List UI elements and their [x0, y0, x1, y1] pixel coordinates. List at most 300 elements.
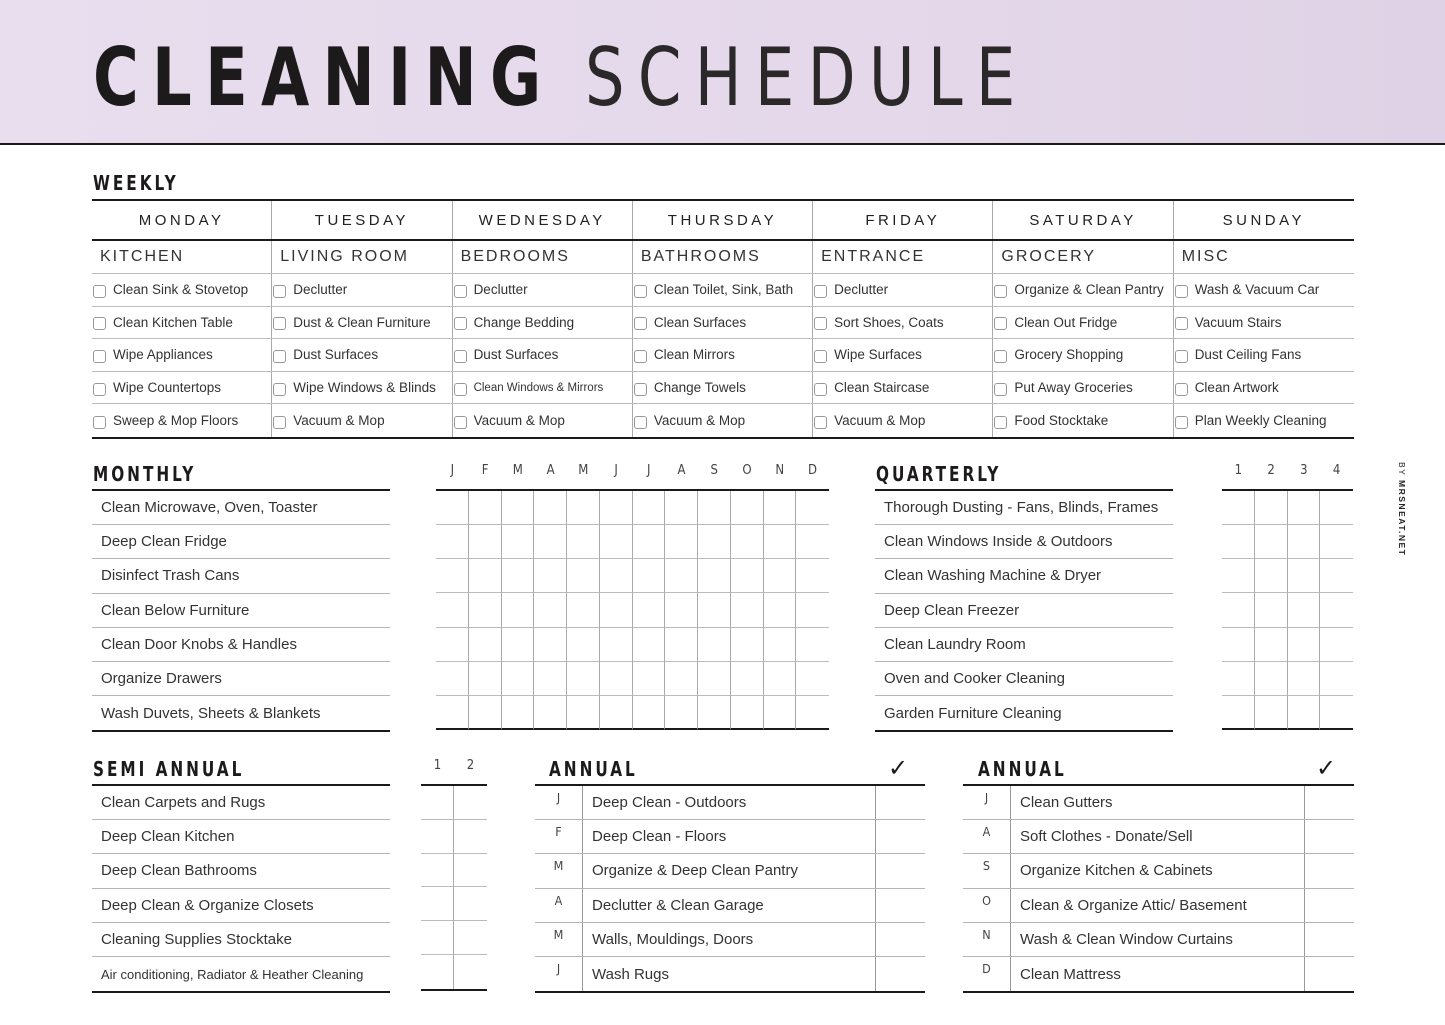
semi-annual-title: SEMI ANNUAL: [93, 757, 245, 781]
check-cell[interactable]: [567, 628, 600, 662]
check-cell[interactable]: [1255, 491, 1288, 525]
check-cell[interactable]: [665, 525, 698, 559]
check-cell[interactable]: [731, 662, 764, 696]
checkbox-icon[interactable]: [454, 416, 467, 429]
check-cell[interactable]: [1305, 889, 1354, 922]
task-row: Thorough Dusting - Fans, Blinds, Frames: [875, 491, 1173, 525]
checkbox-icon[interactable]: [1175, 383, 1188, 396]
task-row: Deep Clean Kitchen: [92, 820, 390, 854]
weekly-task-item[interactable]: [993, 307, 1173, 339]
check-cell[interactable]: [1288, 593, 1321, 627]
check-cell[interactable]: [1222, 662, 1255, 696]
checkbox-icon[interactable]: [273, 416, 286, 429]
check-cell[interactable]: [534, 525, 567, 559]
checkbox-icon[interactable]: [814, 350, 827, 363]
weekly-task-item[interactable]: [993, 339, 1173, 371]
check-cell[interactable]: [633, 662, 666, 696]
check-cell[interactable]: [1222, 559, 1255, 593]
checkbox-icon[interactable]: [634, 285, 647, 298]
check-cell[interactable]: [436, 593, 469, 627]
check-cell[interactable]: [633, 491, 666, 525]
annual-row: [535, 957, 925, 991]
check-cell[interactable]: [567, 491, 600, 525]
checkbox-icon[interactable]: [273, 350, 286, 363]
check-cell[interactable]: [764, 628, 797, 662]
period-label: M: [578, 463, 589, 478]
task-label: Vacuum Stairs: [1194, 314, 1282, 330]
check-cell[interactable]: [502, 559, 535, 593]
weekly-task-item[interactable]: [1174, 404, 1354, 437]
task-row: Clean Below Furniture: [92, 594, 390, 628]
check-cell[interactable]: [534, 696, 567, 730]
check-cell[interactable]: [1320, 662, 1353, 696]
month-label: M: [535, 854, 583, 887]
check-cell[interactable]: [1288, 662, 1321, 696]
weekly-task-item[interactable]: [272, 307, 452, 339]
check-cell[interactable]: [469, 559, 502, 593]
check-cell[interactable]: [1320, 559, 1353, 593]
checkbox-icon[interactable]: [814, 416, 827, 429]
checkbox-icon[interactable]: [454, 383, 467, 396]
check-cell[interactable]: [796, 628, 829, 662]
check-cell[interactable]: [633, 696, 666, 730]
task-label: Clean Sink & Stovetop: [113, 282, 249, 298]
semi-annual-check-grid: [421, 784, 487, 991]
check-cell[interactable]: [454, 854, 487, 888]
quarterly-labels: [1222, 463, 1353, 478]
check-cell[interactable]: [876, 854, 925, 887]
task-label: Walls, Mouldings, Doors: [583, 923, 876, 956]
task-label: Vacuum & Mop: [834, 413, 926, 429]
check-cell[interactable]: [665, 593, 698, 627]
annual-row: [963, 923, 1354, 957]
check-cell[interactable]: [796, 696, 829, 730]
check-cell[interactable]: [698, 593, 731, 627]
weekly-task-item[interactable]: [92, 404, 272, 437]
checkbox-icon[interactable]: [634, 350, 647, 363]
task-row: Organize Drawers: [92, 662, 390, 696]
check-cell[interactable]: [764, 525, 797, 559]
annual-row: [963, 854, 1354, 888]
check-cell[interactable]: [502, 628, 535, 662]
room-label: GROCERY: [993, 241, 1173, 273]
weekly-task-item[interactable]: [1174, 274, 1354, 306]
period-label: 4: [1332, 463, 1341, 478]
check-cell[interactable]: [600, 662, 633, 696]
check-cell[interactable]: [421, 786, 454, 820]
task-label: Change Towels: [653, 380, 746, 396]
checkbox-icon[interactable]: [994, 285, 1007, 298]
checkbox-icon[interactable]: [634, 416, 647, 429]
check-cell[interactable]: [633, 628, 666, 662]
room-label: BATHROOMS: [633, 241, 813, 273]
weekly-table: [92, 199, 1354, 439]
check-cell[interactable]: [665, 696, 698, 730]
semi-annual-labels: [421, 758, 487, 773]
check-cell[interactable]: [1255, 525, 1288, 559]
monthly-check-grid: [436, 489, 829, 730]
check-cell[interactable]: [796, 662, 829, 696]
check-cell[interactable]: [1320, 628, 1353, 662]
month-label: J: [535, 957, 583, 991]
weekly-task-row: [92, 372, 1354, 405]
period-label: 1: [433, 758, 442, 773]
check-cell[interactable]: [731, 628, 764, 662]
check-cell[interactable]: [698, 559, 731, 593]
check-cell[interactable]: [1288, 525, 1321, 559]
check-cell[interactable]: [436, 662, 469, 696]
weekly-task-item[interactable]: [1174, 372, 1354, 404]
checkbox-icon[interactable]: [634, 317, 647, 330]
weekly-task-item[interactable]: [993, 404, 1173, 437]
check-cell[interactable]: [436, 491, 469, 525]
check-cell[interactable]: [1222, 628, 1255, 662]
check-cell[interactable]: [698, 525, 731, 559]
period-label: S: [710, 463, 718, 478]
month-label: F: [535, 820, 583, 853]
check-cell[interactable]: [534, 662, 567, 696]
task-label: Clean Surfaces: [653, 314, 747, 330]
task-label: Put Away Groceries: [1014, 380, 1133, 396]
annual-title-2: ANNUAL: [978, 757, 1067, 781]
check-cell[interactable]: [731, 559, 764, 593]
check-cell[interactable]: [665, 559, 698, 593]
task-label: Clean Windows & Mirrors: [473, 381, 604, 394]
task-row: Cleaning Supplies Stocktake: [92, 923, 390, 957]
check-cell[interactable]: [436, 559, 469, 593]
period-label: 2: [1267, 463, 1275, 478]
check-cell[interactable]: [454, 887, 487, 921]
check-cell[interactable]: [633, 593, 666, 627]
checkbox-icon[interactable]: [273, 383, 286, 396]
check-cell[interactable]: [1305, 957, 1354, 991]
room-label: BEDROOMS: [453, 241, 633, 273]
check-cell[interactable]: [764, 593, 797, 627]
check-cell[interactable]: [1320, 593, 1353, 627]
check-cell[interactable]: [796, 525, 829, 559]
task-row: Deep Clean Freezer: [875, 594, 1173, 628]
weekly-task-item[interactable]: [453, 274, 633, 306]
checkbox-icon[interactable]: [814, 383, 827, 396]
day-header: MONDAY: [92, 201, 272, 239]
period-label: 2: [466, 758, 475, 773]
weekly-task-item[interactable]: [453, 372, 633, 404]
weekly-task-item[interactable]: [813, 372, 993, 404]
weekly-task-item[interactable]: [272, 274, 452, 306]
weekly-task-item[interactable]: [272, 372, 452, 404]
task-label: Dust Surfaces: [293, 347, 379, 363]
month-label: O: [963, 889, 1011, 922]
month-label: D: [963, 957, 1011, 991]
monthly-task-list: [92, 489, 390, 732]
weekly-task-row: [92, 307, 1354, 340]
check-cell[interactable]: [731, 696, 764, 730]
check-cell[interactable]: [502, 696, 535, 730]
check-cell[interactable]: [436, 628, 469, 662]
check-cell[interactable]: [1320, 525, 1353, 559]
checkbox-icon[interactable]: [1175, 285, 1188, 298]
checkbox-icon[interactable]: [1175, 416, 1188, 429]
check-cell[interactable]: [469, 628, 502, 662]
weekly-task-item[interactable]: [453, 404, 633, 437]
checkbox-icon[interactable]: [1175, 317, 1188, 330]
weekly-task-item[interactable]: [272, 404, 452, 437]
check-cell[interactable]: [534, 593, 567, 627]
check-cell[interactable]: [796, 559, 829, 593]
check-cell[interactable]: [731, 491, 764, 525]
checkbox-icon[interactable]: [93, 350, 106, 363]
check-cell[interactable]: [469, 696, 502, 730]
period-label: 1: [1234, 463, 1243, 478]
check-cell[interactable]: [1288, 628, 1321, 662]
check-cell[interactable]: [567, 662, 600, 696]
weekly-task-item[interactable]: [813, 404, 993, 437]
task-label: Clean Gutters: [1011, 786, 1305, 819]
check-cell[interactable]: [1222, 491, 1255, 525]
weekly-task-item[interactable]: [993, 274, 1173, 306]
check-cell[interactable]: [534, 628, 567, 662]
check-cell[interactable]: [567, 525, 600, 559]
annual-table-2: [963, 784, 1354, 993]
checkbox-icon[interactable]: [93, 416, 106, 429]
checkbox-icon[interactable]: [814, 317, 827, 330]
task-label: Clean Staircase: [834, 380, 930, 396]
checkbox-icon[interactable]: [273, 317, 286, 330]
task-row: Disinfect Trash Cans: [92, 559, 390, 593]
annual-row: [535, 854, 925, 888]
month-label: J: [535, 786, 583, 819]
checkbox-icon[interactable]: [994, 383, 1007, 396]
task-label: Food Stocktake: [1014, 413, 1109, 429]
check-cell[interactable]: [600, 559, 633, 593]
task-label: Vacuum & Mop: [293, 413, 385, 429]
checkbox-icon[interactable]: [634, 383, 647, 396]
check-cell[interactable]: [469, 491, 502, 525]
check-cell[interactable]: [764, 491, 797, 525]
check-cell[interactable]: [454, 786, 487, 820]
check-cell[interactable]: [876, 957, 925, 991]
checkbox-icon[interactable]: [454, 350, 467, 363]
weekly-task-item[interactable]: [633, 307, 813, 339]
task-label: Soft Clothes - Donate/Sell: [1011, 820, 1305, 853]
credit-prefix: BY: [1397, 462, 1407, 481]
check-cell[interactable]: [567, 696, 600, 730]
task-label: Wash & Clean Window Curtains: [1011, 923, 1305, 956]
task-label: Plan Weekly Cleaning: [1194, 413, 1327, 429]
check-cell[interactable]: [764, 662, 797, 696]
weekly-task-item[interactable]: [453, 307, 633, 339]
task-label: Dust Ceiling Fans: [1194, 347, 1302, 363]
month-label: A: [963, 820, 1011, 853]
check-cell[interactable]: [502, 662, 535, 696]
check-cell[interactable]: [876, 923, 925, 956]
monthly-month-labels: [436, 463, 829, 478]
day-header: THURSDAY: [633, 201, 813, 239]
credit-site: MRSNEAT.NET: [1397, 480, 1407, 557]
check-cell[interactable]: [421, 820, 454, 854]
weekly-task-item[interactable]: [92, 339, 272, 371]
check-cell[interactable]: [600, 628, 633, 662]
weekly-task-item[interactable]: [813, 339, 993, 371]
check-cell[interactable]: [502, 593, 535, 627]
weekly-task-row: [92, 274, 1354, 307]
check-cell[interactable]: [731, 593, 764, 627]
check-cell[interactable]: [1255, 662, 1288, 696]
checkbox-icon[interactable]: [994, 317, 1007, 330]
checkbox-icon[interactable]: [93, 383, 106, 396]
month-label: A: [535, 889, 583, 922]
check-cell[interactable]: [534, 559, 567, 593]
check-cell[interactable]: [1222, 696, 1255, 730]
check-cell[interactable]: [665, 628, 698, 662]
check-cell[interactable]: [1222, 525, 1255, 559]
task-label: Clean Out Fridge: [1014, 314, 1118, 330]
checkbox-icon[interactable]: [814, 285, 827, 298]
check-cell[interactable]: [796, 491, 829, 525]
title-light: SCHEDULE: [585, 31, 1029, 124]
weekly-task-item[interactable]: [92, 274, 272, 306]
check-cell[interactable]: [567, 559, 600, 593]
check-cell[interactable]: [534, 491, 567, 525]
task-label: Wipe Appliances: [113, 347, 213, 363]
check-cell[interactable]: [502, 491, 535, 525]
month-label: J: [963, 786, 1011, 819]
checkbox-icon[interactable]: [1175, 350, 1188, 363]
site-credit: [1397, 462, 1407, 556]
annual-row: [535, 923, 925, 957]
task-row: Clean Carpets and Rugs: [92, 786, 390, 820]
day-header: TUESDAY: [272, 201, 452, 239]
check-cell[interactable]: [600, 525, 633, 559]
check-cell[interactable]: [1288, 559, 1321, 593]
check-cell[interactable]: [469, 593, 502, 627]
task-row: Clean Laundry Room: [875, 628, 1173, 662]
check-cell[interactable]: [1305, 786, 1354, 819]
check-cell[interactable]: [436, 525, 469, 559]
weekly-day-header: [92, 201, 1354, 241]
check-cell[interactable]: [665, 662, 698, 696]
check-cell[interactable]: [454, 955, 487, 989]
weekly-title: WEEKLY: [93, 171, 179, 195]
checkbox-icon[interactable]: [994, 350, 1007, 363]
weekly-task-item[interactable]: [92, 372, 272, 404]
weekly-task-item[interactable]: [993, 372, 1173, 404]
weekly-task-item[interactable]: [633, 339, 813, 371]
task-label: Vacuum & Mop: [653, 413, 746, 429]
check-cell[interactable]: [600, 593, 633, 627]
weekly-task-item[interactable]: [633, 404, 813, 437]
check-cell[interactable]: [436, 696, 469, 730]
check-cell[interactable]: [600, 491, 633, 525]
check-cell[interactable]: [876, 889, 925, 922]
check-cell[interactable]: [796, 593, 829, 627]
checkbox-icon[interactable]: [93, 317, 106, 330]
check-cell[interactable]: [1288, 491, 1321, 525]
period-label: A: [546, 463, 555, 478]
day-header: FRIDAY: [813, 201, 993, 239]
check-cell[interactable]: [665, 491, 698, 525]
check-cell[interactable]: [454, 820, 487, 854]
check-cell[interactable]: [764, 559, 797, 593]
check-cell[interactable]: [1305, 923, 1354, 956]
task-label: Deep Clean - Outdoors: [583, 786, 876, 819]
weekly-task-item[interactable]: [272, 339, 452, 371]
task-label: Wash Rugs: [583, 957, 876, 991]
checkbox-icon[interactable]: [454, 285, 467, 298]
check-cell[interactable]: [1255, 559, 1288, 593]
weekly-task-item[interactable]: [1174, 307, 1354, 339]
check-cell[interactable]: [1320, 696, 1353, 730]
check-cell[interactable]: [698, 662, 731, 696]
weekly-task-item[interactable]: [633, 372, 813, 404]
check-cell[interactable]: [1305, 820, 1354, 853]
check-cell[interactable]: [469, 525, 502, 559]
check-cell[interactable]: [454, 921, 487, 955]
check-cell[interactable]: [1222, 593, 1255, 627]
check-cell[interactable]: [633, 559, 666, 593]
weekly-task-item[interactable]: [633, 274, 813, 306]
checkbox-icon[interactable]: [454, 317, 467, 330]
weekly-task-item[interactable]: [1174, 339, 1354, 371]
task-label: Dust & Clean Furniture: [293, 314, 431, 330]
quarterly-title: QUARTERLY: [876, 462, 1002, 486]
check-cell[interactable]: [1288, 696, 1321, 730]
check-cell[interactable]: [633, 525, 666, 559]
annual-row: [963, 786, 1354, 820]
check-cell[interactable]: [731, 525, 764, 559]
check-cell[interactable]: [421, 921, 454, 955]
weekly-task-item[interactable]: [813, 307, 993, 339]
checkbox-icon[interactable]: [273, 285, 286, 298]
weekly-task-item[interactable]: [813, 274, 993, 306]
check-cell[interactable]: [1305, 854, 1354, 887]
check-cell[interactable]: [1255, 696, 1288, 730]
check-cell[interactable]: [1320, 491, 1353, 525]
check-cell[interactable]: [502, 525, 535, 559]
weekly-task-item[interactable]: [453, 339, 633, 371]
check-cell[interactable]: [876, 786, 925, 819]
task-row: Clean Washing Machine & Dryer: [875, 559, 1173, 593]
check-cell[interactable]: [698, 491, 731, 525]
period-label: 3: [1300, 463, 1308, 478]
check-cell[interactable]: [567, 593, 600, 627]
period-label: J: [614, 463, 618, 478]
room-label: LIVING ROOM: [272, 241, 452, 273]
month-label: N: [963, 923, 1011, 956]
check-cell[interactable]: [1255, 628, 1288, 662]
checkbox-icon[interactable]: [994, 416, 1007, 429]
checkbox-icon[interactable]: [93, 285, 106, 298]
check-cell[interactable]: [421, 887, 454, 921]
task-label: Clean & Organize Attic/ Basement: [1011, 889, 1305, 922]
check-cell[interactable]: [1255, 593, 1288, 627]
weekly-task-item[interactable]: [92, 307, 272, 339]
check-cell[interactable]: [698, 696, 731, 730]
check-cell[interactable]: [876, 820, 925, 853]
day-header: SATURDAY: [993, 201, 1173, 239]
task-label: Deep Clean - Floors: [583, 820, 876, 853]
room-label: KITCHEN: [92, 241, 272, 273]
check-cell[interactable]: [469, 662, 502, 696]
check-cell[interactable]: [698, 628, 731, 662]
day-header: WEDNESDAY: [453, 201, 633, 239]
check-cell[interactable]: [600, 696, 633, 730]
task-label: Clean Toilet, Sink, Bath: [653, 282, 794, 298]
check-cell[interactable]: [421, 955, 454, 989]
check-cell[interactable]: [421, 854, 454, 888]
annual-row: [535, 889, 925, 923]
check-cell[interactable]: [764, 696, 797, 730]
